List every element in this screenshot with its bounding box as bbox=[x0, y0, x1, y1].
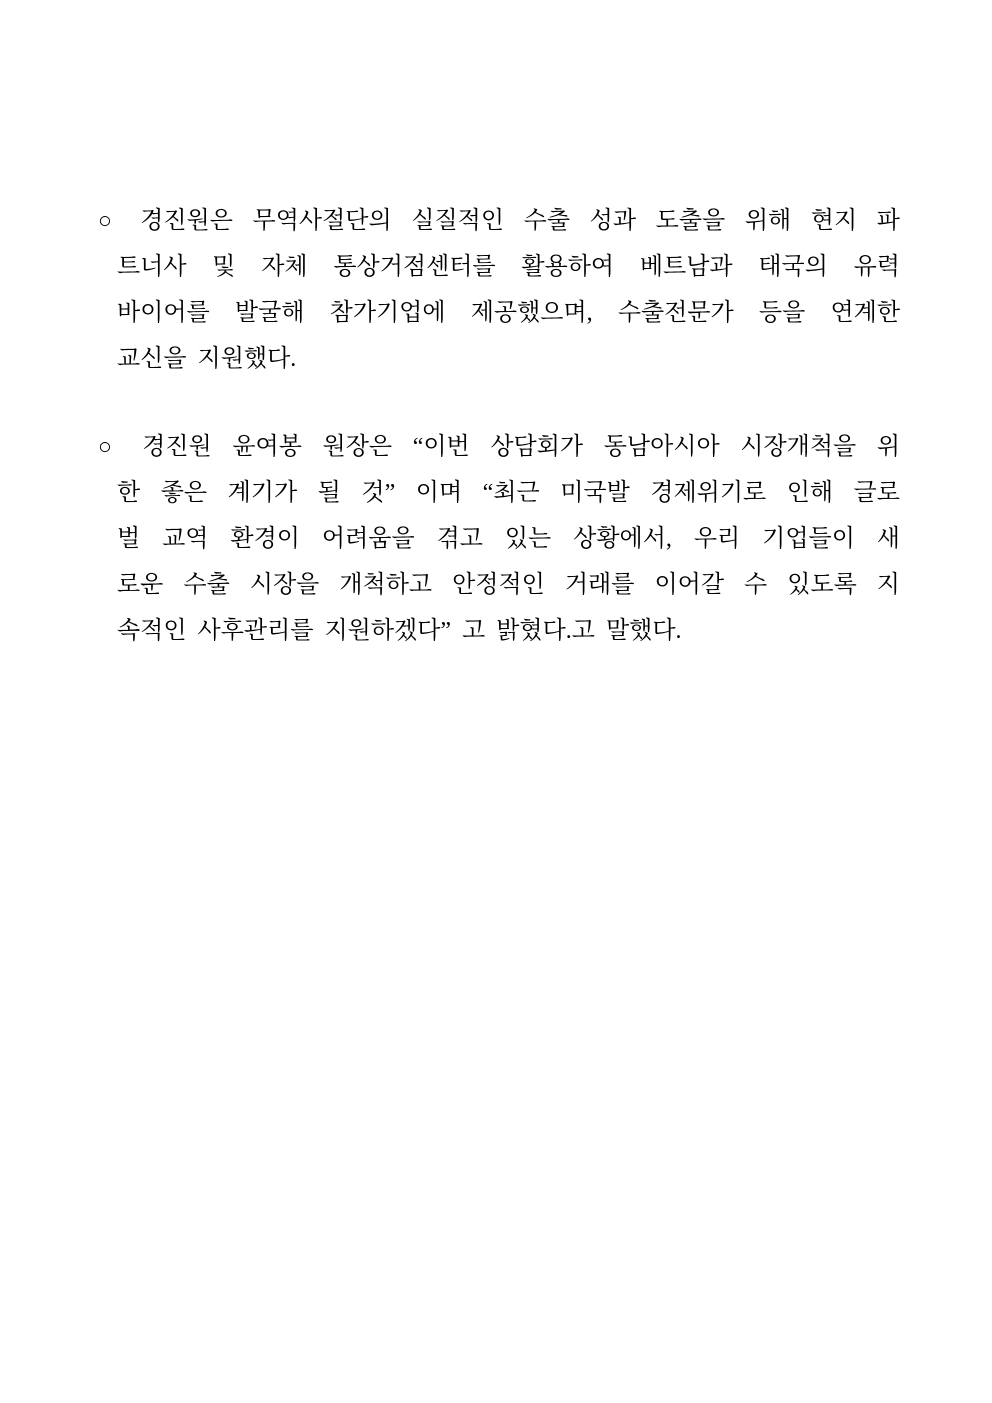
text-line bbox=[98, 424, 900, 470]
bullet-marker: ○ bbox=[98, 434, 122, 459]
text-line: 한 좋은 계기가 될 것” 이며 “최근 미국발 경제위기로 인해 글로 bbox=[117, 480, 900, 506]
text-line bbox=[98, 198, 900, 244]
paragraph-1 bbox=[98, 198, 900, 382]
text-line: 바이어를 발굴해 참가기업에 제공했으며, 수출전문가 등을 연계한 bbox=[117, 300, 900, 326]
text-line: 트너사 및 자체 통상거점센터를 활용하여 베트남과 태국의 유력 bbox=[117, 254, 900, 280]
bullet-marker: ○ bbox=[98, 208, 121, 233]
document-content bbox=[98, 198, 900, 654]
text-line: 속적인 사후관리를 지원하겠다” 고 밝혔다.고 말했다. bbox=[117, 618, 682, 644]
text-line-content: 경진원 윤여봉 원장은 “이번 상담회가 동남아시아 시장개척을 위 bbox=[142, 434, 900, 460]
text-line: 교신을 지원했다. bbox=[117, 346, 297, 372]
text-line: 로운 수출 시장을 개척하고 안정적인 거래를 이어갈 수 있도록 지 bbox=[117, 572, 900, 598]
paragraph-2 bbox=[98, 424, 900, 654]
text-line-content: 경진원은 무역사절단의 실질적인 수출 성과 도출을 위해 현지 파 bbox=[140, 208, 900, 234]
text-line: 벌 교역 환경이 어려움을 겪고 있는 상황에서, 우리 기업들이 새 bbox=[117, 526, 900, 552]
